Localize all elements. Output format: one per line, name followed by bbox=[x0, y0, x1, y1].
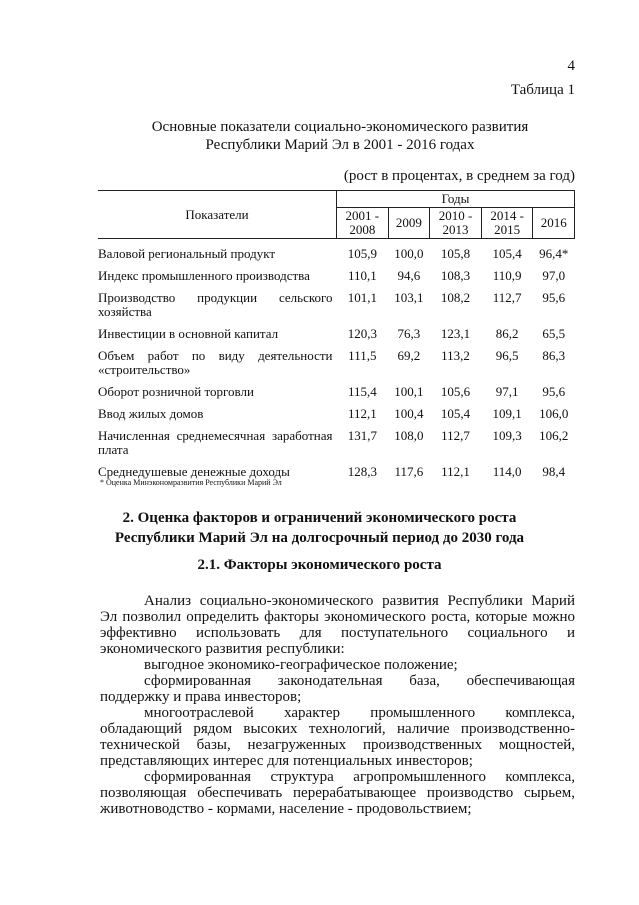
row-label: Оборот розничной торговли bbox=[98, 384, 254, 399]
cell-value: 123,1 bbox=[440, 326, 471, 341]
row-label: Среднедушевые денежные доходы bbox=[98, 464, 290, 479]
table-title bbox=[100, 118, 580, 154]
row-label: Производство продукции сельского хозяйства bbox=[98, 290, 333, 319]
cell-value: 69,2 bbox=[397, 348, 421, 363]
table-row bbox=[98, 239, 575, 266]
cell-value: 112,1 bbox=[441, 464, 470, 479]
cell-value: 101,1 bbox=[347, 290, 377, 305]
footnote: * Оценка Минэкономразвития Республики Марий Эл bbox=[100, 478, 282, 487]
paragraph: Анализ социально-экономического развития Республики Марий Эл позволил определить факторы экономического роста, которые можно эффективно использовать для поступательного социального и экономического развития республики: bbox=[100, 593, 575, 657]
cell-value: 109,3 bbox=[492, 428, 522, 443]
table-row bbox=[98, 287, 575, 323]
header-year: 2014 - 2015 bbox=[481, 208, 533, 239]
cell-value: 100,4 bbox=[394, 406, 424, 421]
cell-value: 65,5 bbox=[542, 326, 566, 341]
cell-value: 108,2 bbox=[440, 290, 471, 305]
header-indicator: Показатели bbox=[98, 191, 337, 239]
section-title-line: Республики Марий Эл на долгосрочный период до 2030 года bbox=[114, 530, 525, 546]
cell-value: 98,4 bbox=[542, 464, 566, 479]
table-row bbox=[98, 323, 575, 345]
table-row bbox=[98, 345, 575, 381]
table-title-line: Республики Марий Эл в 2001 - 2016 годах bbox=[205, 137, 475, 153]
header-year: 2001 - 2008 bbox=[337, 208, 389, 239]
cell-value: 108,3 bbox=[440, 268, 471, 283]
table-label: Таблица 1 bbox=[510, 82, 575, 98]
indicators-table bbox=[98, 190, 575, 483]
cell-value: 95,6 bbox=[542, 384, 566, 399]
cell-value: 100,1 bbox=[394, 384, 424, 399]
cell-value: 109,1 bbox=[492, 406, 522, 421]
units-note: (рост в процентах, в среднем за год) bbox=[343, 168, 575, 184]
cell-value: 120,3 bbox=[347, 326, 377, 341]
row-label: Объем работ по виду деятельности «строительство» bbox=[98, 348, 333, 377]
cell-value: 94,6 bbox=[397, 268, 421, 283]
cell-value: 128,3 bbox=[347, 464, 377, 479]
body-text bbox=[100, 593, 575, 817]
paragraph: сформированная законодательная база, обеспечивающая поддержку и права инвесторов; bbox=[100, 673, 575, 705]
cell-value: 113,2 bbox=[441, 348, 470, 363]
table-title-line: Основные показатели социально-экономического развития bbox=[151, 119, 529, 135]
table-row bbox=[98, 425, 575, 461]
cell-value: 115,4 bbox=[347, 384, 377, 399]
cell-value: 117,6 bbox=[394, 464, 424, 479]
paragraph: выгодное экономико-географическое положение; bbox=[144, 657, 458, 673]
section-title bbox=[64, 508, 575, 548]
cell-value: 106,0 bbox=[539, 406, 569, 421]
row-label: Инвестиции в основной капитал bbox=[98, 326, 279, 341]
section-title-line: 2. Оценка факторов и ограничений экономического роста bbox=[122, 510, 517, 526]
cell-value: 96,4* bbox=[539, 246, 569, 261]
subsection-title: 2.1. Факторы экономического роста bbox=[197, 557, 442, 573]
header-years: Годы bbox=[337, 191, 575, 208]
row-label: Начисленная среднемесячная заработная плата bbox=[98, 428, 333, 457]
cell-value: 110,1 bbox=[347, 268, 377, 283]
paragraph: многоотраслевой характер промышленного комплекса, обладающий рядом высоких технологий, наличие производственно-технической базы, незагруженных производственных мощностей, представляющих интерес для потенциальных инвесторов; bbox=[100, 705, 575, 769]
header-year: 2009 bbox=[388, 208, 430, 239]
header-year: 2016 bbox=[533, 208, 575, 239]
cell-value: 97,1 bbox=[495, 384, 519, 399]
cell-value: 105,9 bbox=[347, 246, 377, 261]
cell-value: 97,0 bbox=[542, 268, 566, 283]
cell-value: 108,0 bbox=[394, 428, 424, 443]
cell-value: 114,0 bbox=[492, 464, 522, 479]
cell-value: 105,4 bbox=[492, 246, 522, 261]
cell-value: 96,5 bbox=[495, 348, 519, 363]
cell-value: 110,9 bbox=[492, 268, 522, 283]
row-label: Валовой региональный продукт bbox=[98, 246, 276, 261]
cell-value: 100,0 bbox=[394, 246, 424, 261]
cell-value: 111,5 bbox=[348, 348, 377, 363]
cell-value: 105,8 bbox=[440, 246, 471, 261]
row-label: Индекс промышленного производства bbox=[98, 268, 310, 283]
cell-value: 131,7 bbox=[347, 428, 377, 443]
cell-value: 86,3 bbox=[542, 348, 566, 363]
cell-value: 106,2 bbox=[539, 428, 569, 443]
cell-value: 112,7 bbox=[492, 290, 522, 305]
header-year: 2010 - 2013 bbox=[430, 208, 482, 239]
row-label: Ввод жилых домов bbox=[98, 406, 204, 421]
cell-value: 112,7 bbox=[441, 428, 470, 443]
cell-value: 112,1 bbox=[347, 406, 377, 421]
cell-value: 103,1 bbox=[394, 290, 424, 305]
cell-value: 86,2 bbox=[495, 326, 519, 341]
page-number: 4 bbox=[567, 58, 575, 74]
cell-value: 105,4 bbox=[440, 406, 471, 421]
cell-value: 95,6 bbox=[542, 290, 566, 305]
cell-value: 105,6 bbox=[440, 384, 471, 399]
cell-value: 76,3 bbox=[397, 326, 421, 341]
table-row bbox=[98, 381, 575, 403]
paragraph: сформированная структура агропромышленного комплекса, позволяющая обеспечивать перерабатывающее производство сырьем, животноводство - кормами, население - продовольствием; bbox=[100, 769, 575, 817]
table-row bbox=[98, 265, 575, 287]
table-row bbox=[98, 403, 575, 425]
